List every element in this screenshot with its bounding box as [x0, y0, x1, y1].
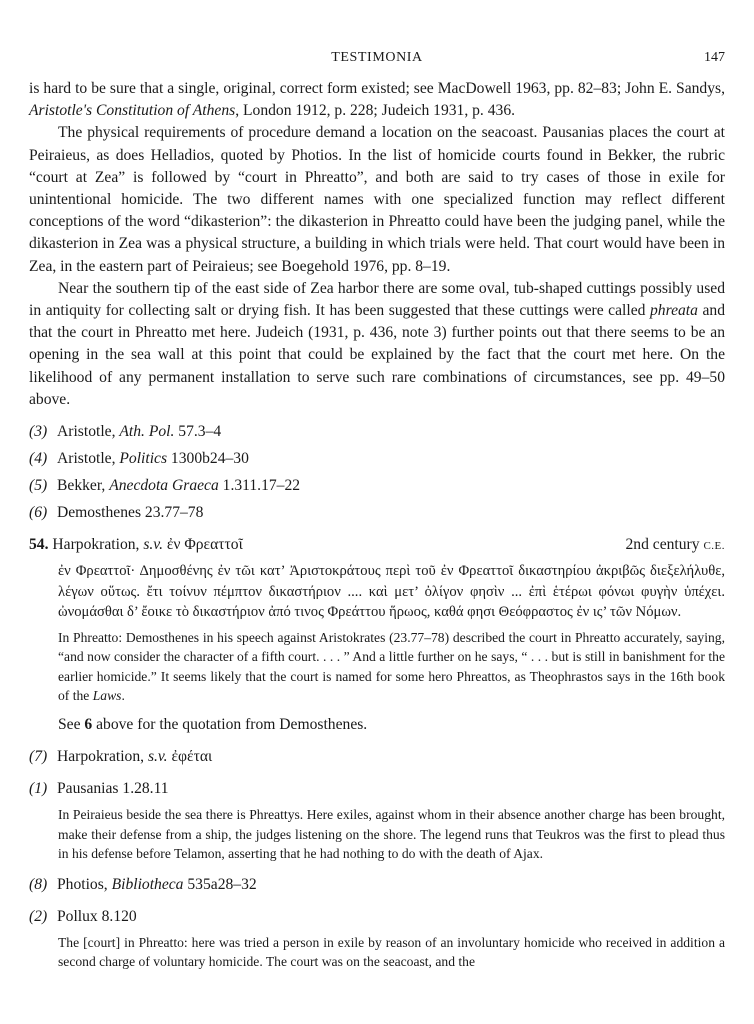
reference-item: (7) Harpokration, s.v. ἐφέται [29, 747, 213, 765]
reference-item: (8) Photios, Bibliotheca 535a28–32 [29, 875, 257, 893]
reference-item: (2) Pollux 8.120 [29, 907, 137, 925]
translation-text: In Peiraieus beside the sea there is Phreattys. Here exiles, against whom in their absence another charge has been brought, make their defense from a ship, the judges listening on the shore. The legend runs that Teukros was the first to plead thus in his defense before Telamon, asserting that he had nothing to do with the death of Ajax. [58, 806, 725, 862]
reference-item: (4) Aristotle, Politics 1300b24–30 [29, 450, 249, 468]
page-number: 147 [704, 50, 725, 65]
reference-item: (6) Demosthenes 23.77–78 [29, 504, 204, 522]
reference-item: (3) Aristotle, Ath. Pol. 57.3–4 [29, 423, 222, 441]
running-header [29, 50, 725, 68]
reference-item: (5) Bekker, Anecdota Graeca 1.311.17–22 [29, 477, 301, 495]
entry-date: 2nd century C.E. [625, 536, 725, 554]
entry-number: 54. [29, 536, 49, 554]
cross-reference-note: See 6 above for the quotation from Demosthenes. [58, 715, 368, 733]
paragraph-zea-harbor: Near the southern tip of the east side of Zea harbor there are some oval, tub-shaped cuttings possibly used in antiquity for collecting salt or drying fish. It has been suggested that these cuttings were called phreata and that the court in Phreatto met here. Judeich (1931, p. 436, note 3) further points out that there seems to be an opening in the sea wall at this point that could be explained by the fact that the court met here. On the likelihood of any permanent installation to serve such rare combinations of circumstances, see pp. 49–50 above. [29, 279, 725, 408]
translation-text: In Phreatto: Demosthenes in his speech against Aristokrates (23.77–78) described the court in Phreatto accurately, saying, “and now consider the character of a fifth court. . . . ” And a little further on he says, “ . . . but is still in banishment for the earlier homicide.” It seems likely that the court is named for some hero Phreattos, as Theophrastos says in the 16th book of the Laws. [58, 629, 725, 704]
greek-text: ἐν Φρεαττοῖ· Δημοσθένης ἐν τῶι κατ’ Ἀριστοκράτους περὶ τοῦ ἐν Φρεαττοῖ δικαστηρίου ἀκριβῶς διεξελήλυθε, λέγων οὕτως. ἔτι τοίνυν πέμπτον δικαστήριον .... καὶ μετ’ ὀλίγον φησὶν ... ἐπὶ ἑτέρωι φόνωι φυγὴν ὑπέχει. ὠνομάσθαι δ’ ἔοικε τὸ δικαστήριον ἀπό τινος Φρεάττου ἥρωος, καθά φησι Θεόφραστος ἐν ις’ τῶν Νόμων. [58, 563, 725, 621]
translation-text: The [court] in Phreatto: here was tried a person in exile by reason of an involuntary homicide who received in addition a second charge of voluntary homicide. The court was on the seacoast, and the [58, 934, 725, 970]
reference-item: (1) Pausanias 1.28.11 [29, 779, 169, 797]
paragraph-continuation: is hard to be sure that a single, original, correct form existed; see MacDowell 1963, pp. 82–83; John E. Sandys, Aristotle's Constitution of Athens, London 1912, p. 228; Judeich 1931, p. 436. [29, 80, 725, 120]
running-title: TESTIMONIA [331, 50, 423, 65]
testimonium-54-heading: 54. Harpokration, s.v. ἐν Φρεαττοῖ 2nd century C.E. [29, 534, 725, 557]
paragraph-procedure: The physical requirements of procedure demand a location on the seacoast. Pausanias places the court at Peiraieus, as does Helladios, quoted by Photios. In the list of homicide courts found in Bekker, the rubric “court at Zea” is followed by “court in Phreatto”, and both are said to try cases of those in exile for unintentional homicide. The two different names with one specialized function may reflect different conceptions of the word “dikasterion”: the dikasterion in Phreatto could have been the judging panel, while the dikasterion in Zea was a physical structure, a building in which trials were held. That court would have been in Zea, in the eastern part of Peiraieus; see Boegehold 1976, pp. 8–19. [29, 124, 725, 275]
reference-list [29, 421, 725, 524]
page-body [29, 78, 725, 972]
